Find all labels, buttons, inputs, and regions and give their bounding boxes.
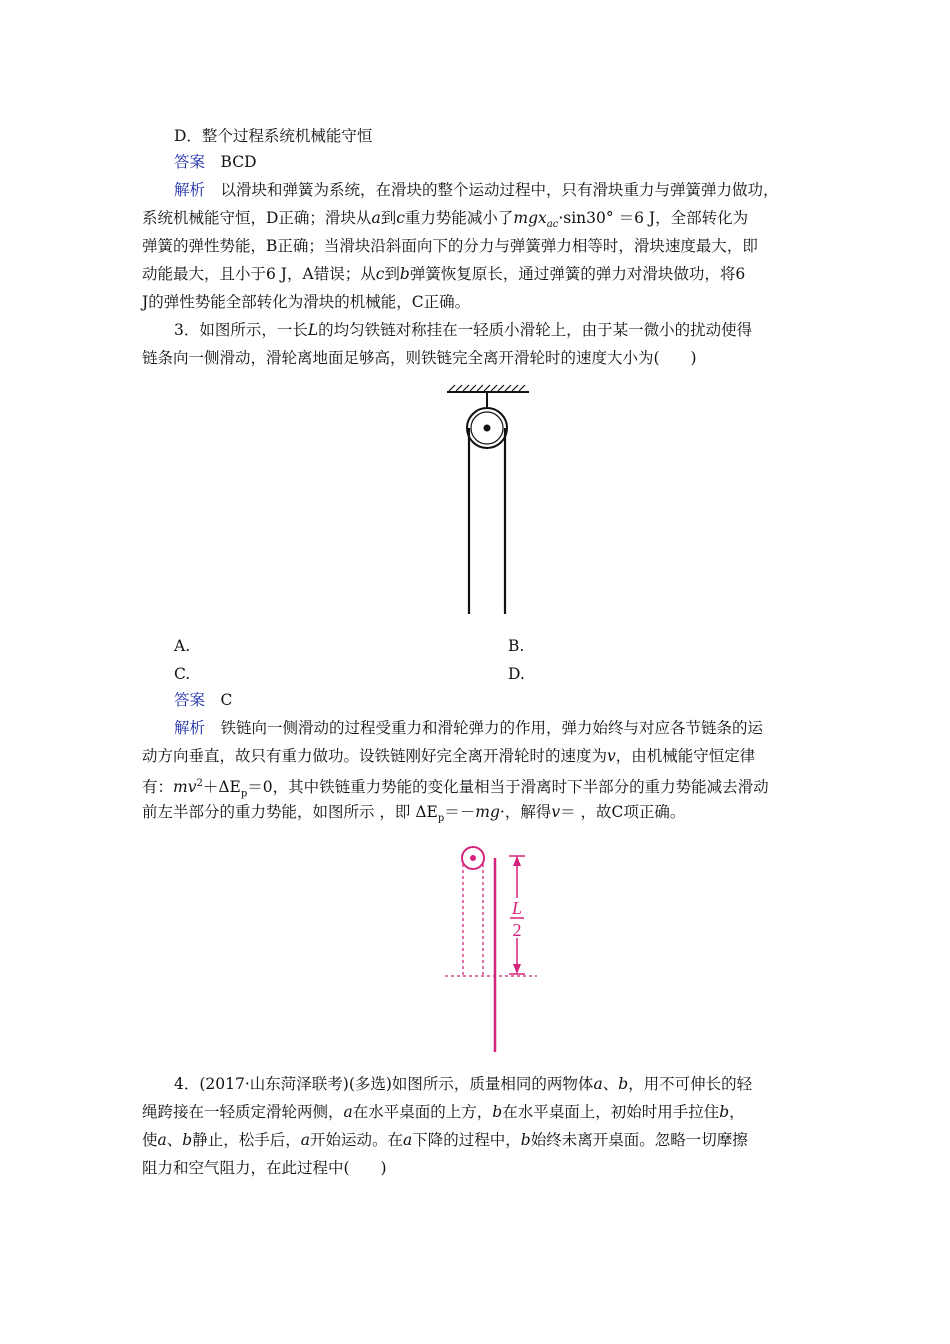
q2-answer: 答案 BCD [174,153,257,171]
q2-analysis-line-1: 解析 以滑块和弹簧为系统，在滑块的整个运动过程中，只有滑块重力与弹簧弹力做功， [174,181,779,199]
q2-analysis-line-2: 系统机械能守恒，D正确；滑块从a到c重力势能减小了mgx$_{ac}$·sin30° ＝6 J，全部转化为 [142,209,749,231]
pulley-chain-figure [425,378,557,628]
q4-stem-line-4: 阻力和空气阻力，在此过程中( ) [142,1159,387,1177]
analysis-label: 解析 [174,719,206,737]
q3-analysis-line-4: 前左半部分的重力势能，如图所示 ，即 $\Delta E_p=-mg\cdot$，解得v＝ ，故C项正确。 [142,803,686,825]
q4-stem-line-2: 绳跨接在一轻质定滑轮两侧，a在水平桌面的上方，b在水平桌面上，初始时用手拉住b， [142,1103,745,1121]
q3-option-c: C. [174,665,191,683]
q2-analysis-line-5: J的弹性势能全部转化为滑块的机械能，C正确。 [142,293,471,311]
q3-analysis-line-1: 解析 铁链向一侧滑动的过程受重力和滑轮弹力的作用，弹力始终与对应各节链条的运 [174,719,764,737]
answer-label: 答案 [174,153,206,171]
q3-option-a: A. [174,637,191,655]
q3-option-b: B. [508,637,525,655]
analysis-label: 解析 [174,181,206,199]
q3-answer: 答案 C [174,691,233,709]
half-length-label-bottom: 2 [512,920,522,940]
q4-stem-line-1: 4．(2017·山东菏泽联考)(多选)如图所示，质量相同的两物体a、b，用不可伸长的轻 [174,1075,753,1093]
chain-half-figure [425,840,557,1062]
q3-analysis-line-2: 动方向垂直，故只有重力做功。设铁链刚好完全离开滑轮时的速度为v，由机械能守恒定律 [142,747,756,765]
q3-option-d: D. [508,665,525,683]
q2-option-d: D．整个过程系统机械能守恒 [174,127,373,145]
q3-stem-line-2: 链条向一侧滑动，滑轮离地面足够高，则铁链完全离开滑轮时的速度大小为( ) [142,349,697,367]
q2-analysis-line-3: 弹簧的弹性势能，B正确；当滑块沿斜面向下的分力与弹簧弹力相等时，滑块速度最大，即 [142,237,758,255]
half-length-label-top: L [511,898,523,918]
q3-stem-line-1: 3．如图所示，一长L的均匀铁链对称挂在一轻质小滑轮上，由于某一微小的扰动使得 [174,321,753,339]
q3-analysis-line-3: 有：$mv^2+\Delta E_p=0$，其中铁链重力势能的变化量相当于滑离时下半部分的重力势能减去滑动 [142,778,769,800]
q2-analysis-line-4: 动能最大，且小于6 J，A错误；从c到b弹簧恢复原长，通过弹簧的弹力对滑块做功，将6 [142,265,746,283]
q4-stem-line-3: 使a、b静止，松手后，a开始运动。在a下降的过程中，b始终未离开桌面。忽略一切摩擦 [142,1131,748,1149]
answer-label: 答案 [174,691,206,709]
